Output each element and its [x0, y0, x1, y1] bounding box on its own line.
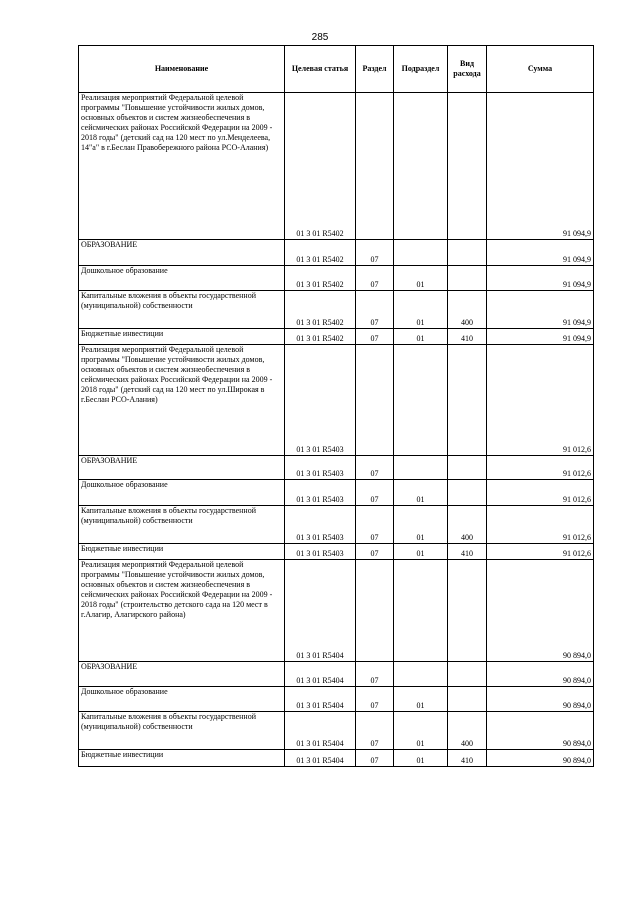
header-subsection: Подраздел [394, 46, 448, 93]
row-subsection [394, 456, 448, 480]
row-subsection: 01 [394, 544, 448, 560]
table-row [79, 544, 594, 560]
header-name: Наименование [79, 46, 285, 93]
table-row [79, 712, 594, 750]
row-subsection: 01 [394, 329, 448, 345]
table-row [79, 560, 594, 662]
row-code: 01 3 01 R5404 [285, 560, 356, 662]
row-name: Дошкольное образование [79, 266, 285, 291]
row-code: 01 3 01 R5402 [285, 329, 356, 345]
row-subsection [394, 662, 448, 687]
row-vid [448, 662, 487, 687]
row-vid [448, 266, 487, 291]
row-sum: 91 094,9 [487, 93, 594, 240]
row-sum: 91 012,6 [487, 345, 594, 456]
row-code: 01 3 01 R5404 [285, 662, 356, 687]
row-name: ОБРАЗОВАНИЕ [79, 240, 285, 266]
row-section: 07 [356, 240, 394, 266]
row-subsection [394, 560, 448, 662]
row-vid [448, 240, 487, 266]
row-section [356, 345, 394, 456]
row-vid: 400 [448, 291, 487, 329]
row-vid [448, 456, 487, 480]
table-row [79, 266, 594, 291]
row-name: Бюджетные инвестиции [79, 544, 285, 560]
row-subsection [394, 93, 448, 240]
row-section [356, 93, 394, 240]
table-row [79, 329, 594, 345]
row-code: 01 3 01 R5403 [285, 544, 356, 560]
row-subsection: 01 [394, 712, 448, 750]
row-code: 01 3 01 R5402 [285, 266, 356, 291]
row-sum: 91 094,9 [487, 329, 594, 345]
row-vid: 400 [448, 506, 487, 544]
row-sum: 91 012,6 [487, 506, 594, 544]
table-row [79, 506, 594, 544]
row-sum: 91 012,6 [487, 480, 594, 506]
row-name: Реализация мероприятий Федеральной целевой программы "Повышение устойчивости жилых домов, основных объектов и систем жизнеобеспечения в сейсмических районах Российской Федерации на 2009 - 2018 годы" (детский сад на 120 мест по ул.Широкая в г.Беслан РСО-Алания) [79, 345, 285, 456]
row-subsection: 01 [394, 687, 448, 712]
row-name: Капитальные вложения в объекты государственной (муниципальной) собственности [79, 291, 285, 329]
header-code: Целевая статья [285, 46, 356, 93]
table-row [79, 687, 594, 712]
row-vid [448, 345, 487, 456]
row-section: 07 [356, 687, 394, 712]
row-sum: 90 894,0 [487, 662, 594, 687]
row-code: 01 3 01 R5403 [285, 480, 356, 506]
row-name: Реализация мероприятий Федеральной целевой программы "Повышение устойчивости жилых домов, основных объектов и систем жизнеобеспечения в сейсмических районах Российской Федерации на 2009 - 2018 годы" (строительство детского сада на 120 мест в г.Алагир, Алагирского района) [79, 560, 285, 662]
row-name: Дошкольное образование [79, 480, 285, 506]
table-row [79, 345, 594, 456]
row-code: 01 3 01 R5402 [285, 291, 356, 329]
row-name: ОБРАЗОВАНИЕ [79, 662, 285, 687]
row-vid: 410 [448, 750, 487, 767]
row-vid [448, 93, 487, 240]
row-code: 01 3 01 R5403 [285, 456, 356, 480]
row-subsection: 01 [394, 506, 448, 544]
row-name: Реализация мероприятий Федеральной целевой программы "Повышение устойчивости жилых домов, основных объектов и систем жизнеобеспечения в сейсмических районах Российской Федерации на 2009 - 2018 годы" (детский сад на 120 мест по ул.Менделеева, 14"а" в г.Беслан Правобережного района РСО-Алания) [79, 93, 285, 240]
table-row [79, 750, 594, 767]
row-sum: 90 894,0 [487, 687, 594, 712]
row-code: 01 3 01 R5403 [285, 506, 356, 544]
row-code: 01 3 01 R5404 [285, 750, 356, 767]
row-section: 07 [356, 291, 394, 329]
row-section: 07 [356, 662, 394, 687]
table-row [79, 291, 594, 329]
row-code: 01 3 01 R5403 [285, 345, 356, 456]
row-sum: 91 012,6 [487, 544, 594, 560]
row-vid [448, 687, 487, 712]
row-subsection [394, 240, 448, 266]
row-section: 07 [356, 456, 394, 480]
row-subsection: 01 [394, 750, 448, 767]
row-section: 07 [356, 480, 394, 506]
row-vid: 410 [448, 544, 487, 560]
row-code: 01 3 01 R5402 [285, 240, 356, 266]
row-sum: 90 894,0 [487, 560, 594, 662]
budget-table [78, 45, 594, 767]
header-sum: Сумма [487, 46, 594, 93]
row-section: 07 [356, 544, 394, 560]
row-vid: 400 [448, 712, 487, 750]
row-name: ОБРАЗОВАНИЕ [79, 456, 285, 480]
row-subsection: 01 [394, 266, 448, 291]
row-sum: 91 094,9 [487, 291, 594, 329]
row-sum: 91 094,9 [487, 240, 594, 266]
header-row [79, 46, 594, 93]
row-sum: 90 894,0 [487, 750, 594, 767]
row-section: 07 [356, 506, 394, 544]
table-row [79, 456, 594, 480]
table-row [79, 93, 594, 240]
row-code: 01 3 01 R5404 [285, 712, 356, 750]
row-section: 07 [356, 712, 394, 750]
table-row [79, 240, 594, 266]
row-subsection: 01 [394, 480, 448, 506]
row-code: 01 3 01 R5404 [285, 687, 356, 712]
header-vid: Вид расхода [448, 46, 487, 93]
table-body [79, 93, 594, 767]
row-name: Капитальные вложения в объекты государственной (муниципальной) собственности [79, 712, 285, 750]
row-sum: 90 894,0 [487, 712, 594, 750]
row-sum: 91 094,9 [487, 266, 594, 291]
row-vid: 410 [448, 329, 487, 345]
row-name: Дошкольное образование [79, 687, 285, 712]
row-name: Бюджетные инвестиции [79, 750, 285, 767]
row-sum: 91 012,6 [487, 456, 594, 480]
table-row [79, 662, 594, 687]
row-subsection [394, 345, 448, 456]
row-section: 07 [356, 329, 394, 345]
row-name: Капитальные вложения в объекты государственной (муниципальной) собственности [79, 506, 285, 544]
row-subsection: 01 [394, 291, 448, 329]
row-section [356, 560, 394, 662]
row-name: Бюджетные инвестиции [79, 329, 285, 345]
header-section: Раздел [356, 46, 394, 93]
row-vid [448, 480, 487, 506]
table-row [79, 480, 594, 506]
row-section: 07 [356, 750, 394, 767]
page-number: 285 [311, 32, 329, 43]
row-code: 01 3 01 R5402 [285, 93, 356, 240]
row-vid [448, 560, 487, 662]
row-section: 07 [356, 266, 394, 291]
